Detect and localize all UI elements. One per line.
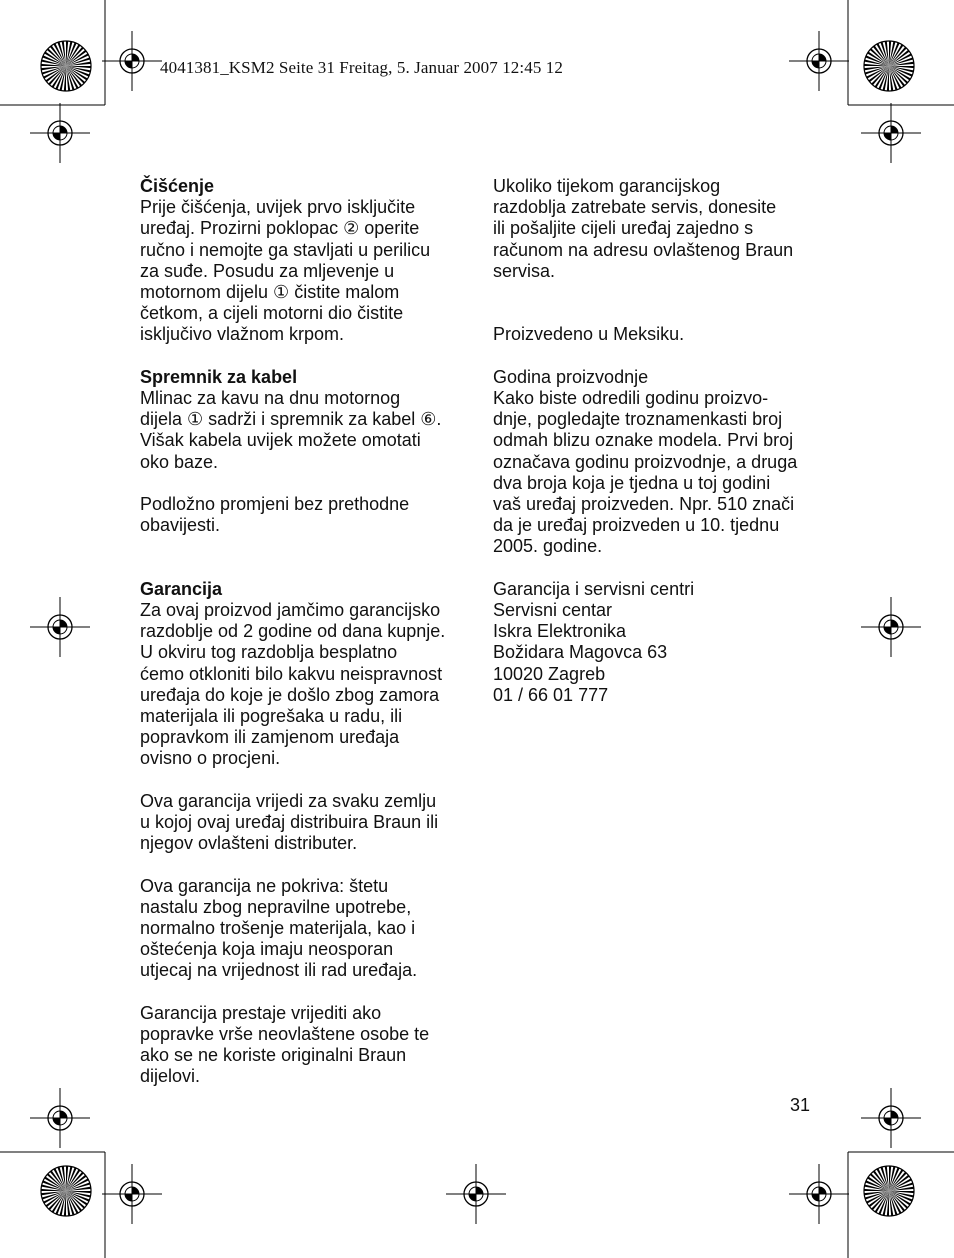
- text-line: oštećenja koja imaju neosporan: [140, 939, 394, 960]
- heading-warranty: Garancija: [140, 578, 223, 599]
- crosshair-target-icon: [30, 103, 90, 163]
- text-line: Za ovaj proizvod jamčimo garancijsko: [140, 600, 441, 621]
- text-line: Mlinac za kavu na dnu motornog: [140, 388, 401, 409]
- section-warranty-void: [140, 1003, 470, 1088]
- page-number: 31: [790, 1095, 811, 1115]
- starburst-register-icon: [41, 1166, 91, 1216]
- text-line: ako se ne koriste originalni Braun: [140, 1045, 407, 1066]
- made-in-text: [493, 324, 823, 345]
- text-line: razdoblje od 2 godine od dana kupnje.: [140, 621, 446, 642]
- text-line: materijala ili pogrešaka u radu, ili: [140, 706, 403, 727]
- section-warranty-exclusions: [140, 876, 470, 982]
- right-column: [493, 176, 823, 706]
- text-line: ručno i nemojte ga stavljati u perilicu: [140, 239, 431, 260]
- text-line: Kako biste odredili godinu proizvo-: [493, 388, 769, 408]
- text-line: servisa.: [493, 260, 556, 281]
- crosshair-target-icon: [102, 1164, 162, 1224]
- text-line: vaš uređaj proizveden. Npr. 510 znači: [493, 494, 795, 515]
- text-line: isključivo vlažnom krpom.: [140, 324, 345, 345]
- text-line: Ova garancija ne pokriva: štetu: [140, 875, 389, 896]
- cleaning-text: [140, 197, 470, 345]
- crosshair-target-icon: [30, 1088, 90, 1148]
- text-line: uređaj. Prozirni poklopac ② operite: [140, 218, 420, 239]
- notice-text: [140, 494, 470, 536]
- text-line: da je uređaj proizveden u 10. tjednu: [493, 515, 780, 536]
- text-line: Prije čišćenja, uvijek prvo isključite: [140, 197, 416, 218]
- crosshair-target-icon: [446, 1164, 506, 1224]
- text-line: za suđe. Posudu za mljevenje u: [140, 260, 395, 281]
- text-line: Višak kabela uvijek možete omotati: [140, 430, 421, 451]
- crosshair-target-icon: [861, 597, 921, 657]
- text-line: razdoblja zatrebate servis, donesite: [493, 197, 777, 218]
- text-line: dva broja koja je tjedna u toj godini: [493, 472, 771, 493]
- section-production-year: [493, 367, 823, 558]
- crosshair-target-icon: [30, 597, 90, 657]
- heading-cleaning: Čišćenje: [140, 176, 215, 196]
- text-line: Servisni centar: [493, 600, 613, 621]
- text-line: popravkom ili zamjenom uređaja: [140, 727, 400, 748]
- cable-storage-text: [140, 388, 470, 473]
- text-line: ili pošaljite cijeli uređaj zajedno s: [493, 218, 754, 239]
- text-line: oko baze.: [140, 451, 219, 472]
- print-slug-header: 4041381_KSM2 Seite 31 Freitag, 5. Januar 2007 12:45 12: [160, 58, 563, 77]
- section-warranty-countries: [140, 791, 470, 855]
- text-line: Garancija i servisni centri: [493, 578, 695, 599]
- service-text: [493, 176, 823, 282]
- text-line: Proizvedeno u Meksiku.: [493, 324, 685, 345]
- text-line: 10020 Zagreb: [493, 663, 606, 684]
- text-line: dijela ① sadrži i spremnik za kabel ⑥.: [140, 409, 442, 430]
- section-cable-storage: [140, 367, 470, 473]
- text-line: četkom, a cijeli motorni dio čistite: [140, 303, 404, 324]
- text-line: ovisno o procjeni.: [140, 748, 281, 769]
- starburst-register-icon: [864, 1166, 914, 1216]
- text-line: računom na adresu ovlaštenog Braun: [493, 239, 794, 260]
- text-line: obavijesti.: [140, 515, 221, 536]
- text-line: Podložno promjeni bez prethodne: [140, 494, 410, 515]
- production-year-text: [493, 367, 823, 558]
- text-line: njegov ovlašteni distributer.: [140, 833, 358, 854]
- text-line: Božidara Magovca 63: [493, 642, 668, 663]
- section-cleaning: [140, 176, 470, 346]
- starburst-register-icon: [41, 41, 91, 91]
- text-line: ćemo otkloniti bilo kakvu neispravnost: [140, 663, 443, 684]
- text-line: odmah blizu oznake modela. Prvi broj: [493, 430, 794, 451]
- crosshair-target-icon: [789, 1164, 849, 1224]
- section-service-center: [493, 579, 823, 706]
- section-notice: [140, 494, 470, 536]
- text-line: Ova garancija vrijedi za svaku zemlju: [140, 790, 437, 811]
- crosshair-target-icon: [861, 103, 921, 163]
- text-line: označava godinu proizvodnje, a druga: [493, 451, 798, 472]
- section-made-in: [493, 324, 823, 345]
- text-line: Garancija prestaje vrijediti ako: [140, 1002, 382, 1023]
- text-line: Godina proizvodnje: [493, 366, 649, 387]
- crosshair-target-icon: [102, 31, 162, 91]
- text-line: Ukoliko tijekom garancijskog: [493, 176, 721, 196]
- warranty-exclusions-text: [140, 876, 470, 982]
- left-column: [140, 176, 470, 1088]
- text-line: normalno trošenje materijala, kao i: [140, 918, 416, 939]
- text-line: motornom dijelu ① čistite malom: [140, 282, 400, 303]
- text-line: U okviru tog razdoblja besplatno: [140, 642, 398, 663]
- warranty-void-text: [140, 1003, 470, 1088]
- text-line: 2005. godine.: [493, 536, 603, 557]
- warranty-countries-text: [140, 791, 470, 855]
- warranty-text: [140, 600, 470, 770]
- text-line: utjecaj na vrijednost ili rad uređaja.: [140, 960, 418, 981]
- heading-cable-storage: Spremnik za kabel: [140, 366, 298, 387]
- starburst-register-icon: [864, 41, 914, 91]
- section-warranty: [140, 579, 470, 770]
- text-line: dnje, pogledajte troznamenkasti broj: [493, 409, 783, 430]
- text-line: uređaja do koje je došlo zbog zamora: [140, 684, 440, 705]
- text-line: Iskra Elektronika: [493, 621, 627, 642]
- text-line: u kojoj ovaj uređaj distribuira Braun ili: [140, 812, 439, 833]
- crosshair-target-icon: [861, 1088, 921, 1148]
- service-center-text: [493, 579, 823, 706]
- text-line: popravke vrše neovlaštene osobe te: [140, 1024, 430, 1045]
- text-line: nastalu zbog nepravilne upotrebe,: [140, 896, 412, 917]
- text-line: dijelovi.: [140, 1066, 201, 1087]
- text-line: 01 / 66 01 777: [493, 684, 609, 705]
- crosshair-target-icon: [789, 31, 849, 91]
- section-service: [493, 176, 823, 282]
